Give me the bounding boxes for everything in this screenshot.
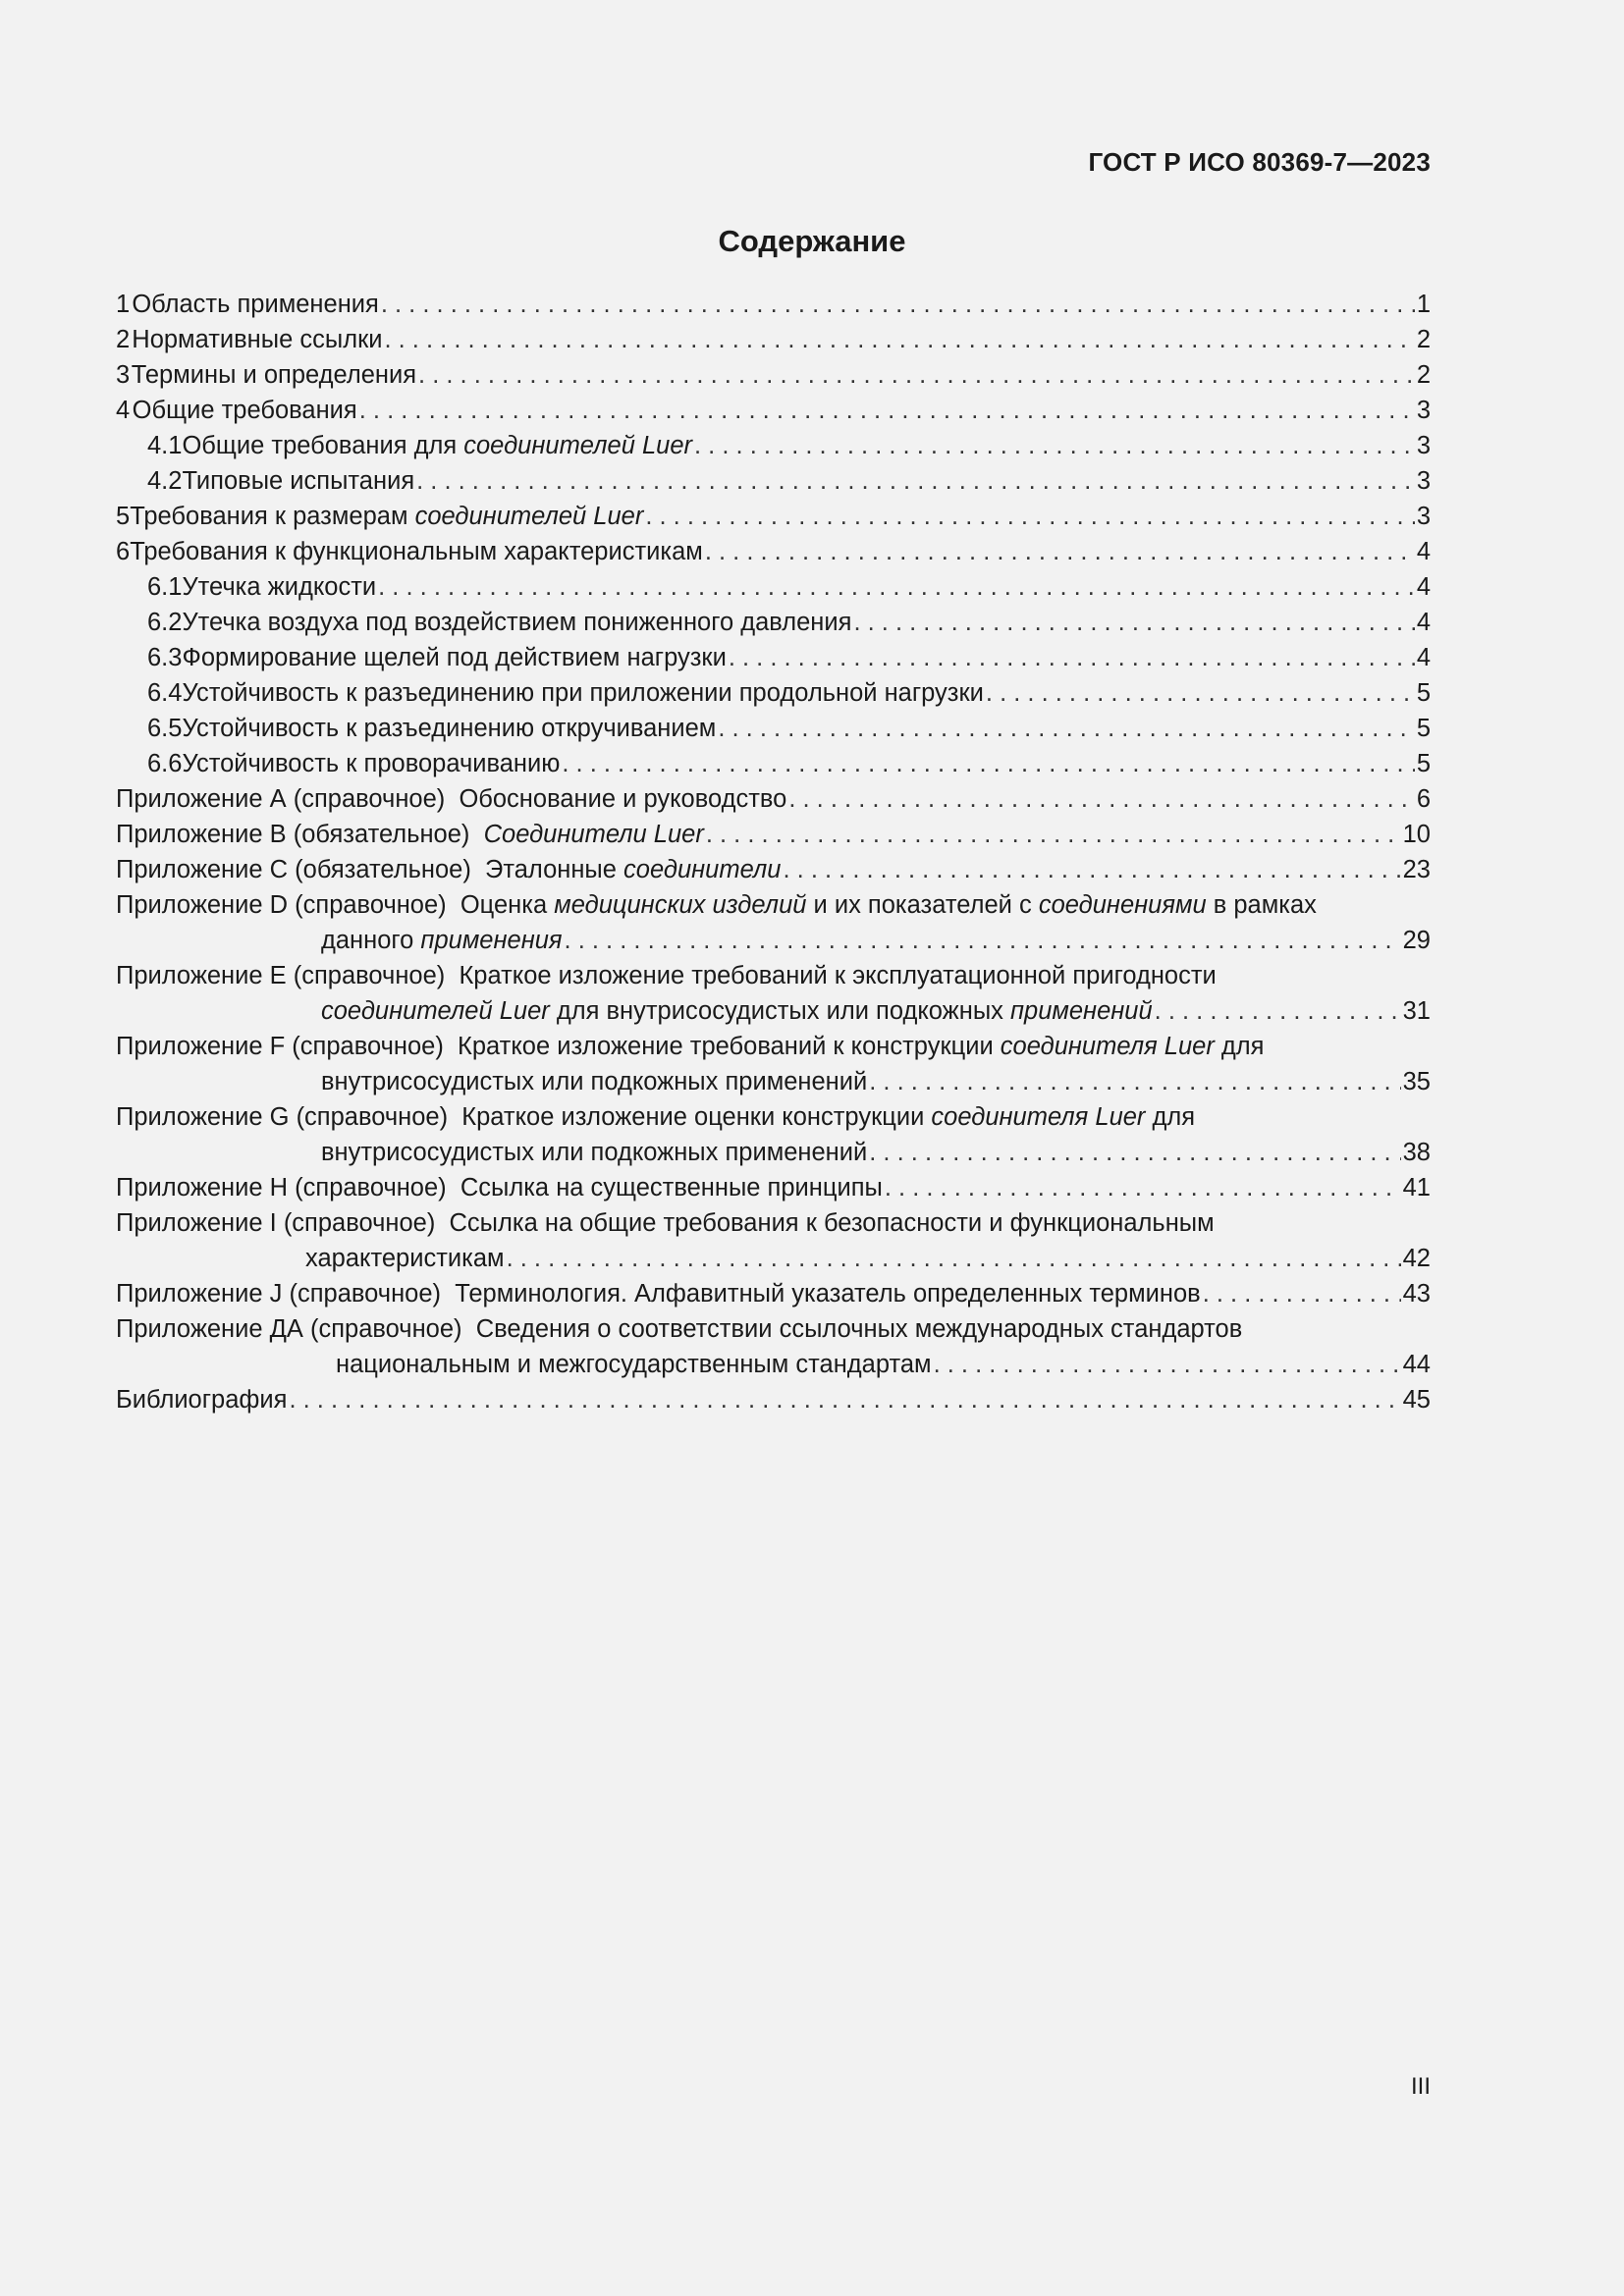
- toc-text: национальным и межгосударственным стандартам: [336, 1351, 932, 1378]
- toc-label: [116, 1311, 1242, 1347]
- toc-text: Общие требования: [132, 397, 357, 424]
- toc-label: [182, 428, 692, 463]
- appendix-label: Приложение С (обязательное): [116, 856, 471, 883]
- toc-line: [116, 499, 1431, 534]
- toc-page-number: 23: [1402, 856, 1431, 883]
- toc-label: [116, 1276, 1201, 1311]
- toc-line: [116, 428, 1431, 463]
- toc-label: [182, 746, 560, 781]
- dot-leader: [289, 1382, 1400, 1417]
- toc-line: [116, 1382, 1431, 1417]
- toc-line: [116, 1311, 1431, 1347]
- toc-entry[interactable]: [116, 675, 1431, 711]
- toc-text: применений: [1009, 997, 1153, 1025]
- toc-line: [116, 711, 1431, 746]
- toc-section-number: 6: [116, 538, 131, 565]
- toc-text: характеристикам: [305, 1245, 505, 1272]
- appendix-label: Приложение В (обязательное): [116, 821, 470, 848]
- toc-page-number: 2: [1416, 361, 1431, 389]
- toc-line: [116, 887, 1431, 923]
- toc-line: [116, 852, 1431, 887]
- toc-entry[interactable]: [116, 852, 1431, 887]
- toc-label: [116, 1205, 1215, 1241]
- toc-label: [130, 534, 703, 569]
- toc-label: [132, 357, 416, 393]
- appendix-label: Приложение J (справочное): [116, 1280, 442, 1308]
- toc-text: и их показателей с: [806, 891, 1039, 919]
- toc-page-number: 5: [1416, 679, 1431, 707]
- toc-line: [116, 569, 1431, 605]
- toc-entry[interactable]: [116, 357, 1431, 393]
- toc-label: [182, 605, 851, 640]
- toc-label: [336, 1347, 932, 1382]
- toc-entry[interactable]: [116, 393, 1431, 428]
- toc-entry[interactable]: [116, 1029, 1431, 1099]
- toc-section-number: 6.2: [147, 609, 183, 636]
- toc-line: [116, 1170, 1431, 1205]
- toc-label: [321, 1064, 867, 1099]
- toc-entry[interactable]: [116, 1099, 1431, 1170]
- toc-label: [305, 1241, 505, 1276]
- toc-page-number: 1: [1416, 291, 1431, 318]
- toc-continuation: [116, 993, 1431, 1029]
- toc-line: [116, 958, 1431, 993]
- toc-text: Требования к функциональным характеристикам: [130, 538, 703, 565]
- toc-text: внутрисосудистых или подкожных применений: [321, 1068, 868, 1095]
- toc-continuation: [116, 1064, 1431, 1099]
- toc-text: соединителей Luer: [414, 503, 644, 530]
- toc-text: Типовые испытания: [182, 467, 415, 495]
- toc-label: [182, 640, 726, 675]
- toc-page-number: 4: [1416, 538, 1431, 565]
- toc-text: Утечка жидкости: [182, 573, 377, 601]
- toc-text: для: [1214, 1033, 1265, 1060]
- toc-page-number: 38: [1402, 1139, 1431, 1166]
- toc-line: [116, 1099, 1431, 1135]
- toc-page-number: 4: [1416, 573, 1431, 601]
- toc-continuation: [116, 1241, 1431, 1276]
- appendix-label: Приложение ДА (справочное): [116, 1315, 462, 1343]
- toc-title: Содержание: [718, 224, 906, 258]
- toc-entry[interactable]: [116, 640, 1431, 675]
- toc-line: [116, 640, 1431, 675]
- toc-text: Краткое изложение требований к конструкции: [458, 1033, 1001, 1060]
- toc-entry[interactable]: [116, 746, 1431, 781]
- toc-text: Эталонные: [485, 856, 624, 883]
- toc-text: внутрисосудистых или подкожных применений: [321, 1139, 868, 1166]
- toc-section-number: 6.3: [147, 644, 183, 671]
- dot-leader: [565, 923, 1401, 958]
- toc-text: Оценка: [460, 891, 555, 919]
- toc-text: Терминология. Алфавитный указатель определенных терминов: [455, 1280, 1201, 1308]
- toc-line: [116, 287, 1431, 322]
- toc-entry[interactable]: [116, 711, 1431, 746]
- toc-line: [116, 322, 1431, 357]
- toc-text: соединениями: [1038, 891, 1207, 919]
- toc-line: [116, 534, 1431, 569]
- toc-section-number: 4.2: [147, 467, 183, 495]
- dot-leader: [1155, 993, 1401, 1029]
- toc-text: Ссылка на существенные принципы: [460, 1174, 883, 1201]
- dot-leader: [934, 1347, 1401, 1382]
- document-code: ГОСТ Р ИСО 80369-7—2023: [1088, 147, 1431, 177]
- dot-leader: [729, 640, 1415, 675]
- toc-text: соединителей Luer: [321, 997, 550, 1025]
- dot-leader: [381, 287, 1415, 322]
- toc-page-number: 44: [1402, 1351, 1431, 1378]
- toc-label: [130, 499, 643, 534]
- toc-text: соединителя Luer: [1000, 1033, 1215, 1060]
- toc-entry[interactable]: [116, 499, 1431, 534]
- dot-leader: [885, 1170, 1401, 1205]
- toc-entry[interactable]: [116, 1205, 1431, 1276]
- toc-label: [116, 1099, 1195, 1135]
- toc-text: Устойчивость к проворачиванию: [182, 750, 561, 777]
- toc-entry[interactable]: [116, 958, 1431, 1029]
- toc-entry[interactable]: [116, 287, 1431, 322]
- toc-text: Соединители Luer: [483, 821, 704, 848]
- toc-section-number: 4.1: [147, 432, 183, 459]
- toc-label: [182, 463, 414, 499]
- toc-entry[interactable]: [116, 463, 1431, 499]
- toc-label: [182, 675, 983, 711]
- toc-page-number: 43: [1402, 1280, 1431, 1308]
- toc-page-number: 29: [1402, 927, 1431, 954]
- dot-leader: [359, 393, 1415, 428]
- toc-line: [116, 393, 1431, 428]
- toc-entry[interactable]: [116, 1170, 1431, 1205]
- toc-section-number: 3: [116, 361, 131, 389]
- toc-label: [116, 817, 704, 852]
- toc-label: [133, 393, 357, 428]
- appendix-label: Приложение G (справочное): [116, 1103, 449, 1131]
- appendix-label: Приложение F (справочное): [116, 1033, 444, 1060]
- toc-label: [116, 852, 781, 887]
- toc-continuation: [116, 1347, 1431, 1382]
- toc-entry[interactable]: [116, 322, 1431, 357]
- toc-label: [116, 781, 786, 817]
- toc-text: Область применения: [132, 291, 379, 318]
- toc-text: Краткое изложение требований к эксплуатационной пригодности: [459, 962, 1217, 989]
- toc-section-number: 5: [116, 503, 131, 530]
- toc-page-number: 6: [1416, 785, 1431, 813]
- dot-leader: [507, 1241, 1401, 1276]
- toc-label: [182, 711, 716, 746]
- toc-page-number: 5: [1416, 715, 1431, 742]
- dot-leader: [869, 1064, 1400, 1099]
- toc-text: Требования к размерам: [130, 503, 415, 530]
- dot-leader: [1203, 1276, 1401, 1311]
- dot-leader: [384, 322, 1414, 357]
- toc-page-number: 2: [1416, 326, 1431, 353]
- dot-leader: [416, 463, 1415, 499]
- toc-entry[interactable]: [116, 569, 1431, 605]
- table-of-contents: [116, 287, 1431, 1417]
- toc-entry[interactable]: [116, 1311, 1431, 1382]
- toc-text: Устойчивость к разъединению откручиванием: [182, 715, 717, 742]
- appendix-label: Библиография: [116, 1386, 288, 1414]
- dot-leader: [783, 852, 1400, 887]
- dot-leader: [562, 746, 1414, 781]
- toc-text: Нормативные ссылки: [132, 326, 383, 353]
- dot-leader: [718, 711, 1414, 746]
- toc-page-number: 3: [1416, 503, 1431, 530]
- dot-leader: [706, 817, 1401, 852]
- toc-line: [116, 675, 1431, 711]
- toc-text: применения: [420, 927, 563, 954]
- dot-leader: [378, 569, 1415, 605]
- toc-line-continuation: [116, 1135, 1431, 1170]
- toc-entry[interactable]: [116, 1382, 1431, 1417]
- dot-leader: [645, 499, 1414, 534]
- toc-section-number: 6.1: [147, 573, 183, 601]
- toc-line: [116, 605, 1431, 640]
- toc-page-number: 35: [1402, 1068, 1431, 1095]
- toc-label: [321, 993, 1153, 1029]
- page-number: III: [1410, 2073, 1431, 2100]
- toc-entry[interactable]: [116, 887, 1431, 958]
- toc-line: [116, 1029, 1431, 1064]
- dot-leader: [418, 357, 1415, 393]
- dot-leader: [853, 605, 1414, 640]
- toc-text: в рамках: [1206, 891, 1317, 919]
- toc-label: [116, 1382, 287, 1417]
- toc-section-number: 2: [116, 326, 131, 353]
- appendix-label: Приложение Е (справочное): [116, 962, 446, 989]
- toc-page-number: 3: [1416, 467, 1431, 495]
- toc-page-number: 45: [1402, 1386, 1431, 1414]
- toc-page-number: 4: [1416, 609, 1431, 636]
- toc-line: [116, 357, 1431, 393]
- toc-text: Общие требования для: [182, 432, 464, 459]
- toc-text: для внутрисосудистых или подкожных: [549, 997, 1010, 1025]
- toc-continuation: [116, 1135, 1431, 1170]
- toc-line: [116, 746, 1431, 781]
- toc-entry[interactable]: [116, 605, 1431, 640]
- toc-text: Утечка воздуха под воздействием пониженного давления: [182, 609, 852, 636]
- toc-section-number: 4: [116, 397, 131, 424]
- toc-line-continuation: [116, 1064, 1431, 1099]
- toc-page-number: 41: [1402, 1174, 1431, 1201]
- toc-entry[interactable]: [116, 428, 1431, 463]
- toc-section-number: 6.6: [147, 750, 183, 777]
- toc-label: [321, 923, 563, 958]
- appendix-label: Приложение Н (справочное): [116, 1174, 447, 1201]
- toc-text: Обоснование и руководство: [459, 785, 787, 813]
- toc-section-number: 6.5: [147, 715, 183, 742]
- toc-page-number: 42: [1402, 1245, 1431, 1272]
- toc-entry[interactable]: [116, 1276, 1431, 1311]
- toc-line: [116, 1276, 1431, 1311]
- toc-entry[interactable]: [116, 781, 1431, 817]
- appendix-label: Приложение I (справочное): [116, 1209, 436, 1237]
- toc-label: [132, 287, 379, 322]
- toc-line-continuation: [116, 923, 1431, 958]
- toc-continuation: [116, 923, 1431, 958]
- toc-entry[interactable]: [116, 534, 1431, 569]
- toc-page-number: 10: [1402, 821, 1431, 848]
- toc-page-number: 5: [1416, 750, 1431, 777]
- dot-leader: [694, 428, 1415, 463]
- toc-label: [116, 1170, 883, 1205]
- toc-text: данного: [321, 927, 421, 954]
- toc-page-number: 31: [1402, 997, 1431, 1025]
- dot-leader: [869, 1135, 1400, 1170]
- toc-text: Ссылка на общие требования к безопасности и функциональным: [449, 1209, 1215, 1237]
- toc-page-number: 4: [1416, 644, 1431, 671]
- toc-label: [182, 569, 376, 605]
- toc-line: [116, 1205, 1431, 1241]
- toc-label: [116, 1029, 1264, 1064]
- toc-label: [321, 1135, 867, 1170]
- toc-text: для: [1145, 1103, 1196, 1131]
- dot-leader: [986, 675, 1415, 711]
- toc-line-continuation: [116, 1347, 1431, 1382]
- toc-section-number: 6.4: [147, 679, 183, 707]
- appendix-label: Приложение А (справочное): [116, 785, 446, 813]
- toc-line: [116, 817, 1431, 852]
- toc-line-continuation: [116, 993, 1431, 1029]
- toc-line: [116, 463, 1431, 499]
- toc-label: [132, 322, 382, 357]
- toc-text: соединители: [623, 856, 782, 883]
- dot-leader: [788, 781, 1414, 817]
- toc-section-number: 1: [116, 291, 131, 318]
- toc-text: Устойчивость к разъединению при приложении продольной нагрузки: [182, 679, 984, 707]
- toc-text: соединителя Luer: [931, 1103, 1146, 1131]
- dot-leader: [705, 534, 1415, 569]
- toc-page-number: 3: [1416, 397, 1431, 424]
- toc-text: Сведения о соответствии ссылочных международных стандартов: [475, 1315, 1243, 1343]
- appendix-label: Приложение D (справочное): [116, 891, 447, 919]
- toc-page-number: 3: [1416, 432, 1431, 459]
- toc-line-continuation: [116, 1241, 1431, 1276]
- toc-text: Формирование щелей под действием нагрузки: [182, 644, 727, 671]
- toc-text: соединителей Luer: [463, 432, 693, 459]
- toc-label: [116, 958, 1217, 993]
- toc-text: медицинских изделий: [554, 891, 807, 919]
- toc-entry[interactable]: [116, 817, 1431, 852]
- toc-label: [116, 887, 1317, 923]
- toc-text: Термины и определения: [131, 361, 417, 389]
- toc-text: Краткое изложение оценки конструкции: [461, 1103, 932, 1131]
- toc-line: [116, 781, 1431, 817]
